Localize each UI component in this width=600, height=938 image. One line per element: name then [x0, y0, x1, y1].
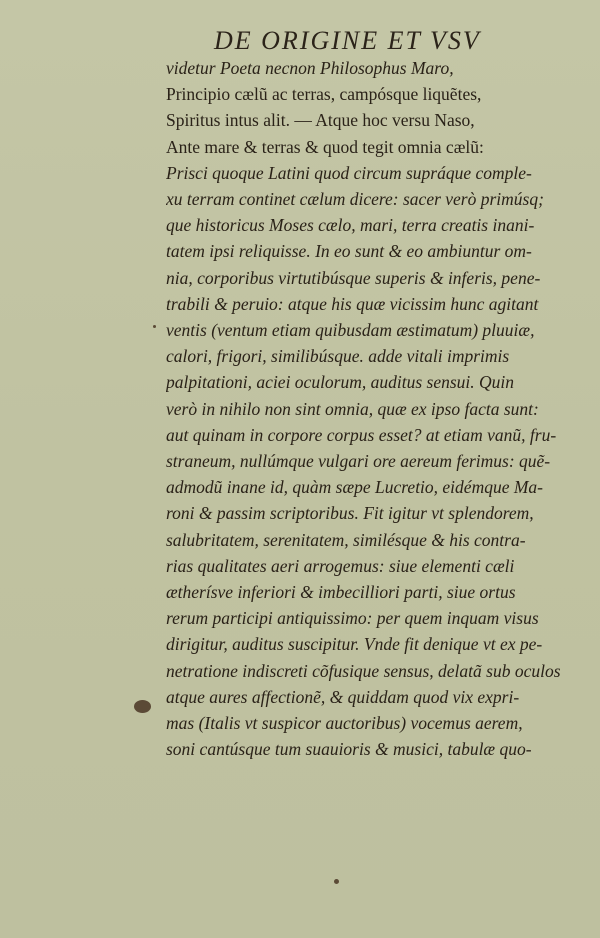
- text-line: ætherísve inferiori & imbecilliori parti, siue ortus: [166, 582, 516, 602]
- text-line: xu terram continet cælum dicere: sacer verò primúsq;: [166, 189, 544, 209]
- text-line: dirigitur, auditus suscipitur. Vnde fit denique vt ex pe-: [166, 634, 543, 655]
- text-line: tatem ipsi reliquisse. In eo sunt & eo ambiuntur om-: [166, 241, 532, 262]
- text-line: mas (Italis vt suspicor auctoribus) vocemus aerem,: [166, 713, 523, 733]
- text-line: Principio cælũ ac terras, campósque liquẽtes,: [166, 84, 482, 105]
- text-line: roni & passim scriptoribus. Fit igitur vt splendorem,: [166, 503, 534, 524]
- text-line: admodũ inane id, quàm sæpe Lucretio, eidémque Ma-: [166, 477, 544, 498]
- text-line: verò in nihilo non sint omnia, quæ ex ipso facta sunt:: [166, 398, 539, 419]
- text-line: salubritatem, serenitatem, similésque & his contra-: [166, 529, 526, 550]
- ink-blot: [134, 700, 151, 713]
- text-line: Prisci quoque Latini quod circum supráque comple-: [166, 162, 532, 183]
- text-line: rias qualitates aeri arrogemus: siue elementi cæli: [166, 555, 515, 576]
- text-line: que historicus Moses cælo, mari, terra creatis inani-: [166, 215, 535, 236]
- text-line: palpitationi, aciei oculorum, auditus sensui. Quin: [166, 372, 515, 393]
- text-line: Ante mare & terras & quod tegit omnia cælũ:: [166, 136, 484, 157]
- text-line: trabili & peruio: atque his quæ vicissim hunc agitant: [166, 293, 539, 314]
- ink-speck: [153, 325, 156, 328]
- text-line: netratione indiscreti cõfusique sensus, delatã sub oculos: [166, 660, 561, 681]
- text-line: rerum participi antiquissimo: per quem inquam visus: [166, 608, 539, 629]
- text-line: soni cantúsque tum suauioris & musici, tabulæ quo-: [166, 739, 532, 760]
- text-line: straneum, nullúmque vulgari ore aereum ferimus: quẽ-: [166, 451, 551, 471]
- text-line: atque aures affectionẽ, & quiddam quod vix expri-: [166, 686, 520, 707]
- text-line: nia, corporibus virtutibúsque superis & inferis, pene-: [166, 267, 541, 288]
- ink-speck: [334, 879, 339, 884]
- text-line: calori, frigori, similibúsque. adde vitali imprimis: [166, 346, 510, 367]
- running-header: DE ORIGINE ET VSV: [214, 26, 481, 55]
- text-line: videtur Poeta necnon Philosophus Maro,: [166, 58, 454, 78]
- text-line: ventis (ventum etiam quibusdam æstimatum) pluuiæ,: [166, 320, 535, 340]
- text-line: aut quinam in corpore corpus esset? at etiam vanũ, fru-: [166, 424, 557, 445]
- text-line: Spiritus intus alit. — Atque hoc versu Naso,: [166, 110, 475, 131]
